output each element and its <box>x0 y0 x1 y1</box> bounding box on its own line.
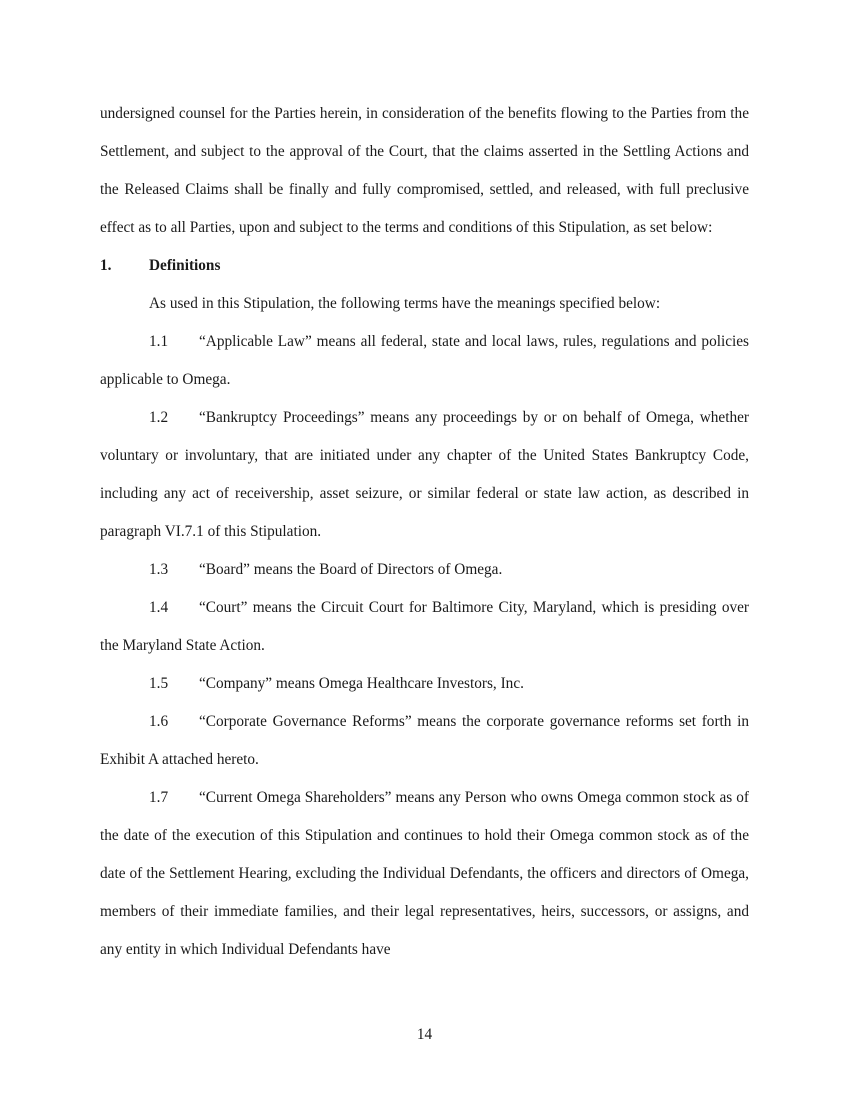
definition-1-3 <box>100 551 749 589</box>
definition-number: 1.2 <box>149 409 169 426</box>
definition-number: 1.1 <box>149 333 169 350</box>
definition-1-7 <box>100 779 749 969</box>
section-number: 1. <box>100 257 112 274</box>
definition-1-1 <box>100 323 749 399</box>
definition-text: “Corporate Governance Reforms” means the corporate governance reforms set forth in Exhibit A attached hereto. <box>100 713 749 768</box>
definition-number: 1.3 <box>149 561 169 578</box>
section-lead: As used in this Stipulation, the following terms have the meanings specified below: <box>149 295 661 312</box>
definition-1-4 <box>100 589 749 665</box>
definition-text: “Current Omega Shareholders” means any Person who owns Omega common stock as of the date of the execution of this Stipulation and continues to hold their Omega common stock as of the date of the Settlement Hearing, excluding the Individual Defendants, the officers and directors of Omega, members of their immediate families, and their legal representatives, heirs, successors, or assigns, and any entity in which Individual Defendants have <box>100 789 749 958</box>
document-page <box>100 95 749 969</box>
definition-1-2 <box>100 399 749 551</box>
page-number: 14 <box>416 1026 433 1043</box>
section-heading <box>100 247 749 285</box>
section-title: Definitions <box>149 257 221 274</box>
definition-text: “Company” means Omega Healthcare Investors, Inc. <box>199 675 524 692</box>
definition-text: “Court” means the Circuit Court for Baltimore City, Maryland, which is presiding over the Maryland State Action. <box>100 599 749 654</box>
definition-text: “Applicable Law” means all federal, state and local laws, rules, regulations and policies applicable to Omega. <box>100 333 749 388</box>
intro-paragraph: undersigned counsel for the Parties herein, in consideration of the benefits flowing to the Parties from the Settlement, and subject to the approval of the Court, that the claims asserted in the Settling Actions and the Released Claims shall be finally and fully compromised, settled, and released, with full preclusive effect as to all Parties, upon and subject to the terms and conditions of this Stipulation, as set below: <box>100 105 749 236</box>
definition-number: 1.5 <box>149 675 169 692</box>
definition-number: 1.7 <box>149 789 169 806</box>
definition-number: 1.4 <box>149 599 169 616</box>
definition-text: “Bankruptcy Proceedings” means any proceedings by or on behalf of Omega, whether voluntary or involuntary, that are initiated under any chapter of the United States Bankruptcy Code, including any act of receivership, asset seizure, or similar federal or state law action, as described in paragraph VI.7.1 of this Stipulation. <box>100 409 749 540</box>
definition-text: “Board” means the Board of Directors of Omega. <box>199 561 503 578</box>
definition-1-6 <box>100 703 749 779</box>
definition-number: 1.6 <box>149 713 169 730</box>
definition-1-5 <box>100 665 749 703</box>
